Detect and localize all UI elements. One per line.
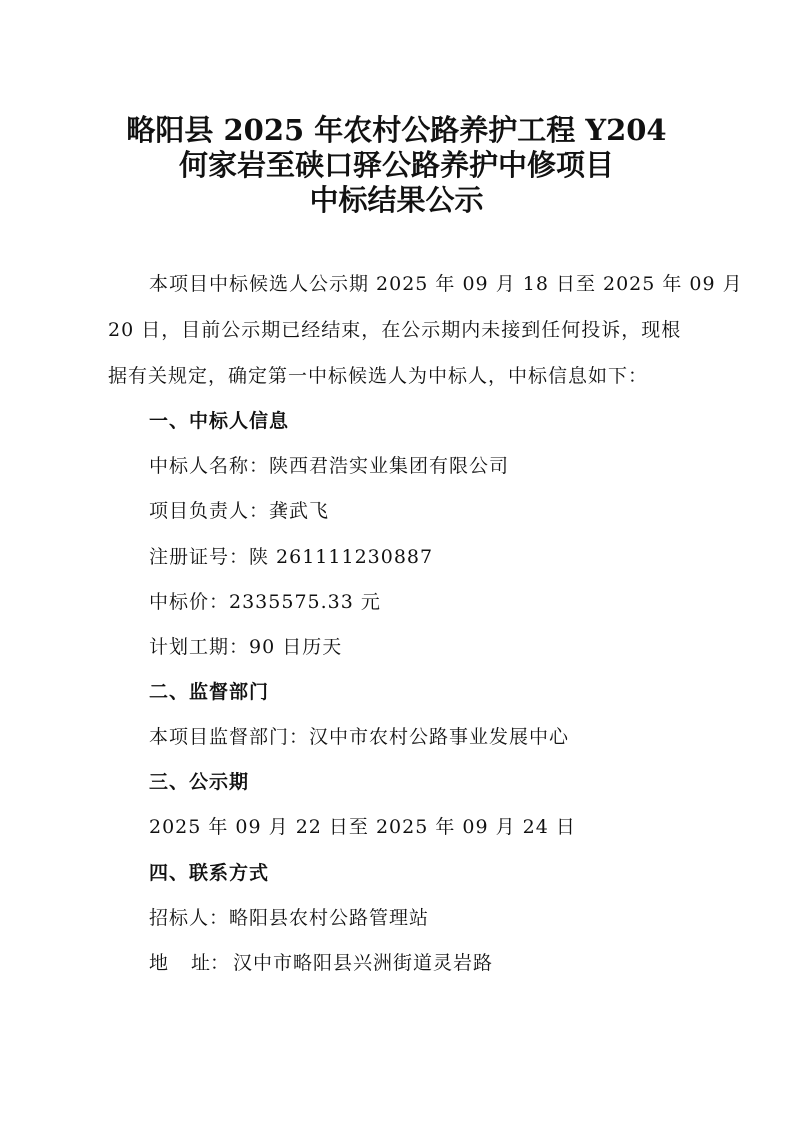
section-3-heading: 三、公示期 [149, 771, 250, 793]
address [149, 949, 493, 977]
title-line-2: 何家岩至硖口驿公路养护中修项目 [178, 148, 614, 182]
title-line-3: 中标结果公示 [309, 183, 484, 217]
address-label-part-2: 址： [191, 952, 230, 974]
intro-line-3: 据有关规定，确定第一中标候选人为中标人，中标信息如下： [108, 365, 649, 387]
title-line-1: 略阳县 2025 年农村公路养护工程 Y204 [126, 113, 667, 147]
address-label [149, 949, 233, 977]
publicity-period: 2025 年 09 月 22 日至 2025 年 09 月 24 日 [149, 816, 576, 838]
intro-line-2: 20 日，目前公示期已经结束，在公示期内未接到任何投诉，现根 [108, 319, 682, 341]
section-1-heading: 一、中标人信息 [149, 410, 290, 432]
project-manager: 项目负责人：龚武飞 [149, 500, 330, 522]
address-value: 汉中市略阳县兴洲街道灵岩路 [233, 952, 494, 974]
planned-duration: 计划工期：90 日历天 [149, 636, 343, 658]
supervising-department: 本项目监督部门：汉中市农村公路事业发展中心 [149, 726, 570, 748]
bid-price: 中标价：2335575.33 元 [149, 591, 381, 613]
section-4-heading: 四、联系方式 [149, 862, 270, 884]
section-2-heading: 二、监督部门 [149, 681, 270, 703]
address-label-part-1: 地 [149, 952, 169, 974]
intro-line-1: 本项目中标候选人公示期 2025 年 09 月 18 日至 2025 年 09 月 [149, 273, 743, 295]
tenderer: 招标人：略阳县农村公路管理站 [149, 907, 430, 929]
registration-number: 注册证号：陕 261111230887 [149, 546, 434, 568]
winner-name: 中标人名称：陕西君浩实业集团有限公司 [149, 455, 510, 477]
